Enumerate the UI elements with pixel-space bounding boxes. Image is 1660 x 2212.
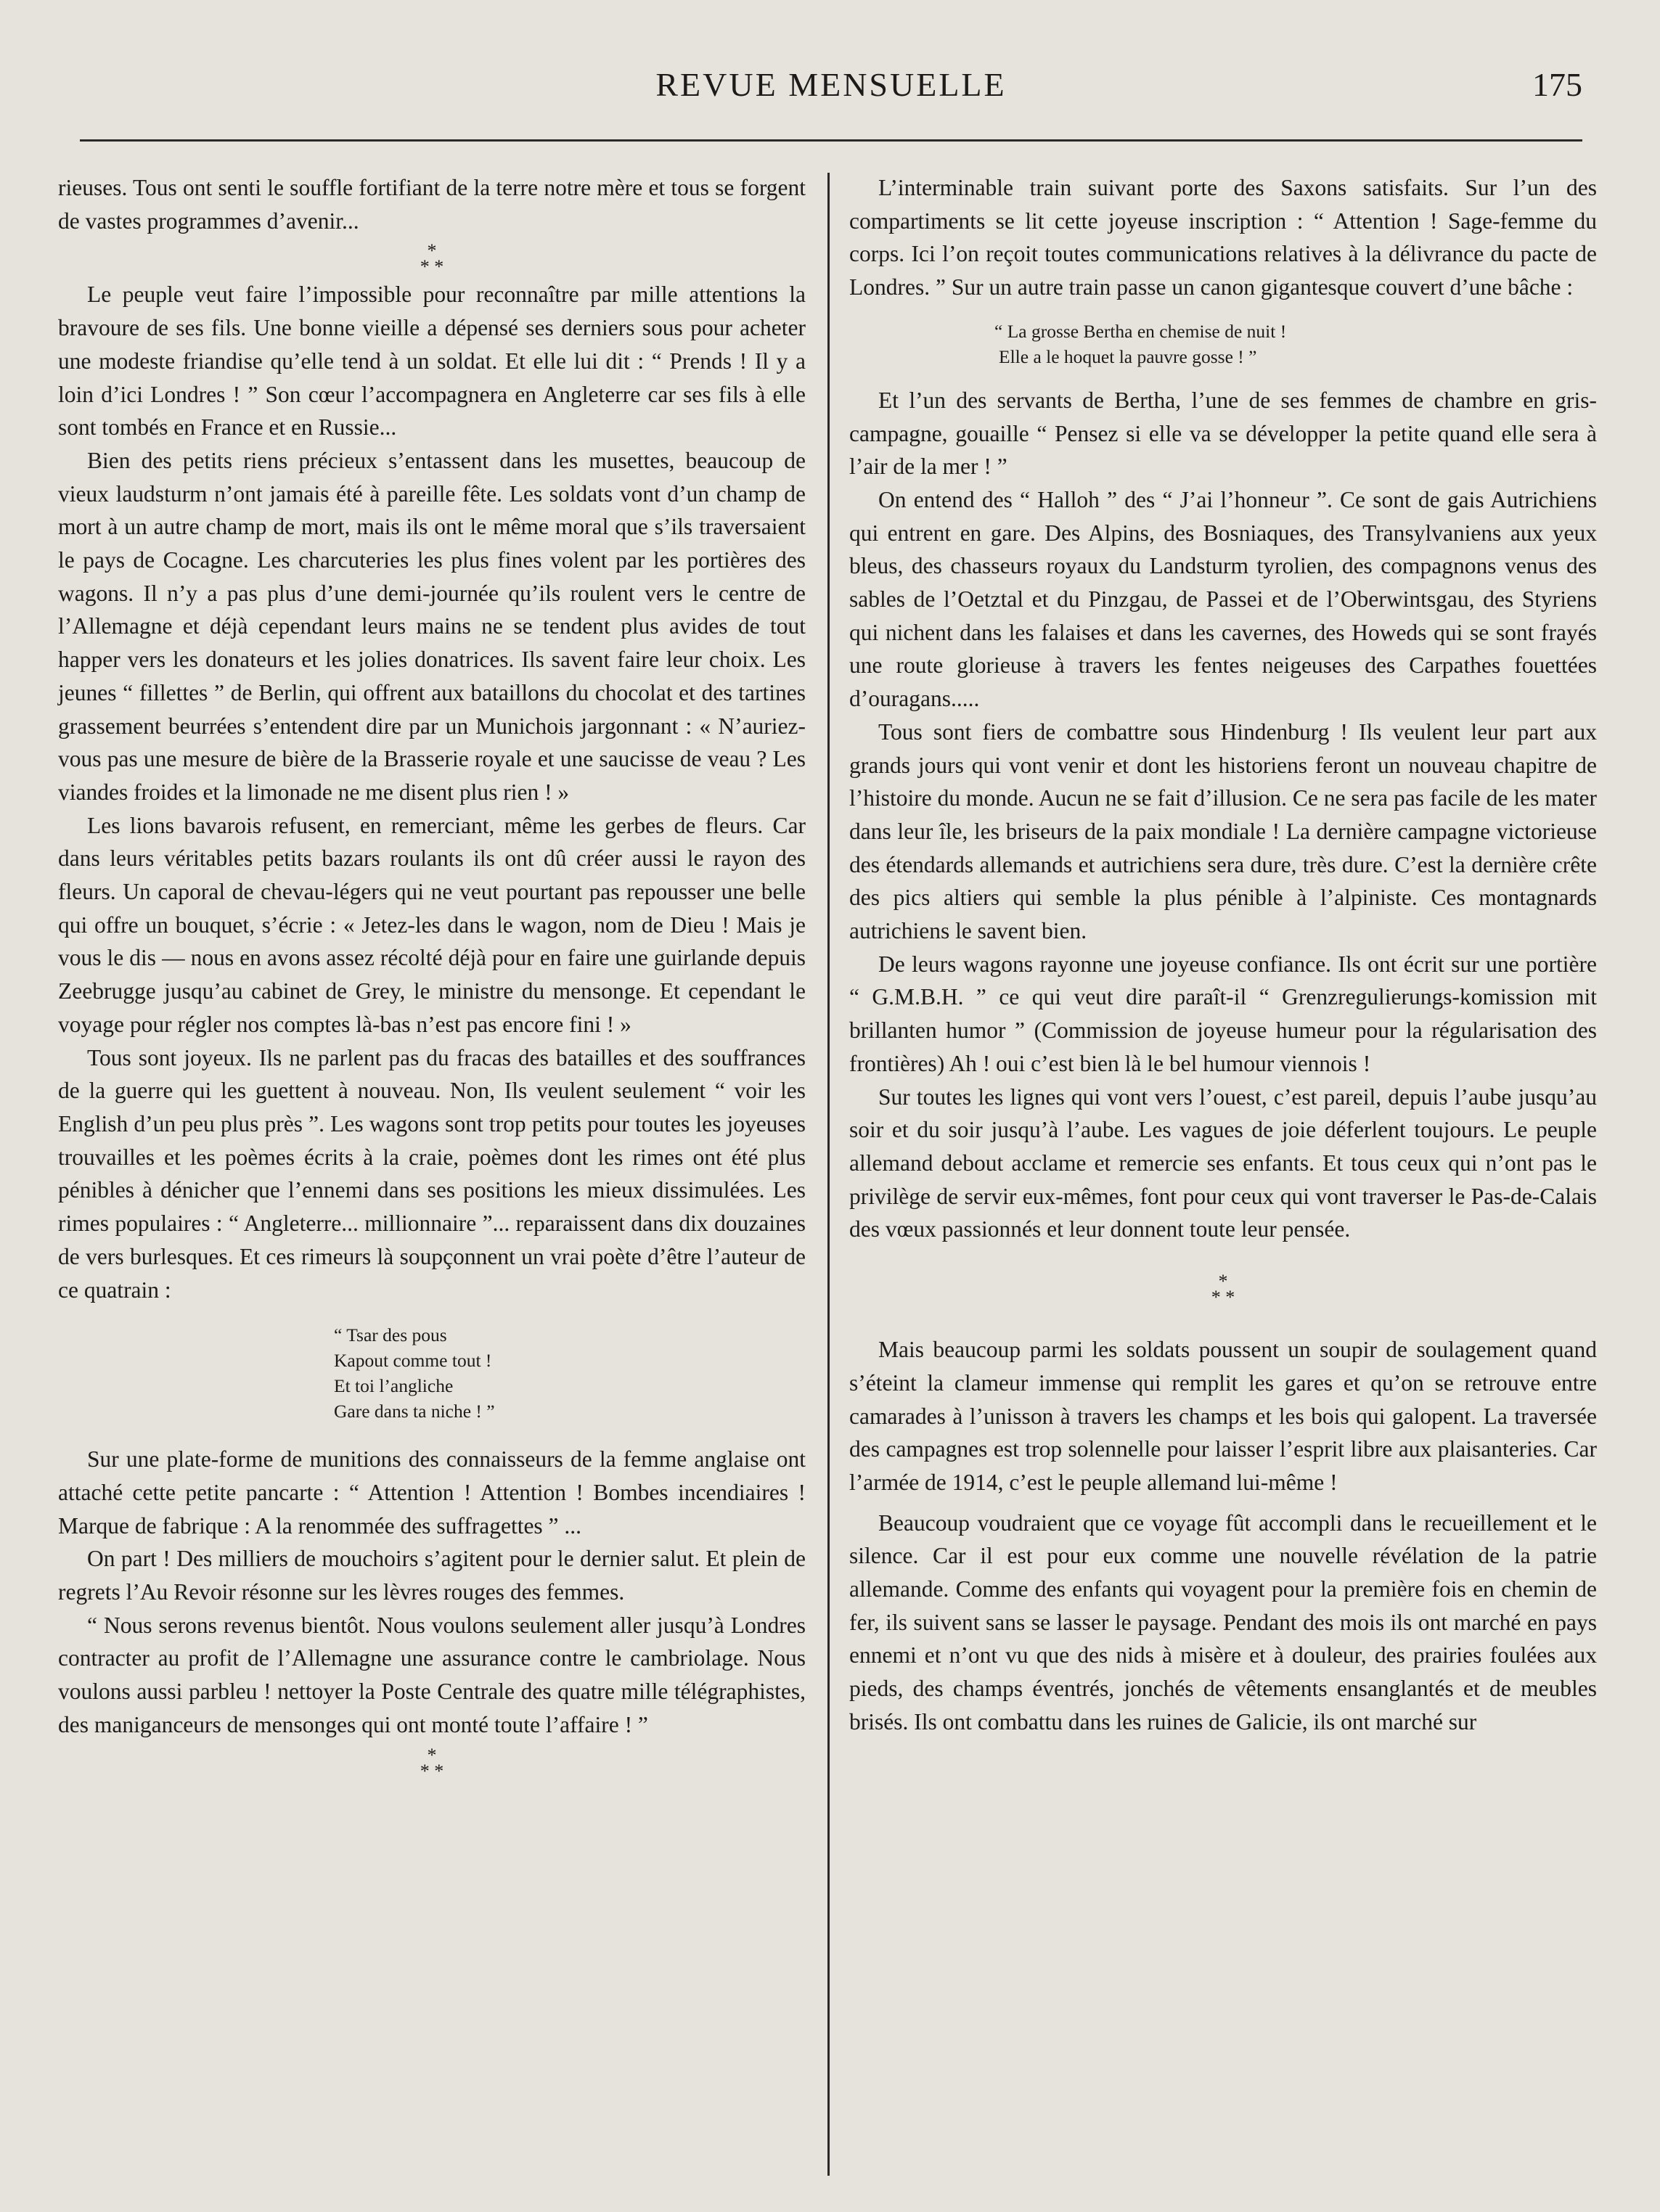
paragraph: Mais beaucoup parmi les soldats poussent un soupir de soulagement quand s’éteint la clameur immense qui remplit les gares et qu’on se retrouve entre camarades à l’unisson à travers les champs et les bois qui galopent. La traversée des campagnes est trop solennelle pour laisser l’esprit libre aux plaisanteries. Car l’armée de 1914, c’est le peuple allemand lui-même ! bbox=[849, 1337, 1597, 1495]
paragraph: Sur une plate-forme de munitions des connaisseurs de la femme anglaise ont attaché cette petite pancarte : “ Attention ! Attention ! Bombes incendiaires ! Marque de fabrique : A la renommée des suffragettes ” ... bbox=[58, 1446, 806, 1539]
paragraph: L’interminable train suivant porte des Saxons satisfaits. Sur l’un des compartiments se lit cette joyeuse inscription : “ Attention ! Sage-femme du corps. Ici l’on reçoit toutes communications relatives à la délivrance du pacte de Londres. ” Sur un autre train passe un canon gigantesque couvert d’une bâche : bbox=[849, 175, 1597, 300]
paragraph: Sur toutes les lignes qui vont vers l’ouest, c’est pareil, depuis l’aube jusqu’au soir et du soir jusqu’à l’aube. Les vagues de joie déferlent toujours. Le peuple allemand debout acclame et remercie ses enfants. Et tous ceux qui n’ont pas le privilège de servir eux-mêmes, font pour ceux qui vont traverser le Pas-de-Calais des vœux passionnés et leur donnent toute leur pensée. bbox=[849, 1084, 1597, 1242]
page-number: 175 bbox=[1532, 66, 1582, 103]
poem-line: Gare dans ta niche ! ” bbox=[334, 1401, 495, 1422]
quatrain bbox=[334, 1322, 806, 1424]
poem-line: Elle a le hoquet la pauvre gosse ! ” bbox=[999, 345, 1257, 367]
running-title: REVUE MENSUELLE bbox=[655, 66, 1007, 103]
page-header bbox=[80, 65, 1582, 109]
section-break-asterism: * * * bbox=[420, 240, 444, 278]
poem-line: “ La grosse Bertha en chemise de nuit ! bbox=[994, 320, 1287, 342]
poem-line: “ Tsar des pous bbox=[334, 1324, 447, 1346]
paragraph: Bien des petits riens précieux s’entassent dans les musettes, beaucoup de vieux laudsturm n’ont jamais été à pareille fête. Les soldats vont d’un champ de mort à un autre champ de mort, mais ils ont le même moral que s’ils traversaient le pays de Cocagne. Les charcuteries les plus fines volent par les portières des wagons. Il n’y a pas plus d’une demi-journée qu’ils roulent vers le centre de l’Allemagne et déjà cependant leurs mains ne se tendent plus avides de tout happer vers les donateurs et les jolies donatrices. Ils savent faire leur choix. Les jeunes “ fillettes ” de Berlin, qui offrent aux bataillons du chocolat et des tartines grassement beurrées s’entendent dire par un Munichois jargonnant : « N’auriez-vous pas une mesure de bière de la Brasserie royale et une saucisse de veau ? Les viandes froides et la limonade ne me disent plus rien ! » bbox=[58, 447, 806, 805]
paragraph: Beaucoup voudraient que ce voyage fût accompli dans le recueillement et le silence. Car il est pour eux comme une nouvelle révélation de la patrie allemande. Comme des enfants qui voyagent pour la première fois en chemin de fer, ils suivent sans se lasser le paysage. Pendant des mois ils ont marché en pays ennemi et n’ont vu que des nids à misère et à douleur, des prairies foulées aux pieds, des champs éventrés, jonchés de vêtements ensanglantés et de meubles brisés. Ils ont combattu dans les ruines de Galicie, ils ont marché sur bbox=[849, 1510, 1597, 1734]
paragraph: Le peuple veut faire l’impossible pour reconnaître par mille attentions la bravoure de ses fils. Une bonne vieille a dépensé ses derniers sous pour acheter une modeste friandise qu’elle tend à un soldat. Et elle lui dit : “ Prends ! Il y a loin d’ici Londres ! ” Son cœur l’accompagnera en Angleterre car ses fils à elle sont tombés en France et en Russie... bbox=[58, 282, 806, 441]
column-divider bbox=[827, 173, 830, 2176]
paragraph: Les lions bavarois refusent, en remerciant, même les gerbes de fleurs. Car dans leurs véritables petits bazars roulants ils ont dû créer aussi le rayon des fleurs. Un caporal de chevau-légers qui ne veut pourtant pas repousser une belle qui offre un bouquet, s’écrie : « Jetez-les dans le wagon, nom de Dieu ! Mais je vous le dis — nous en avons assez récolté déjà pour en faire une guirlande depuis Zeebrugge jusqu’au cabinet de Grey, le ministre du mensonge. Et cependant le voyage pour régler nos comptes là-bas n’est pas encore fini ! » bbox=[58, 812, 806, 1037]
poem-line: Et toi l’angliche bbox=[334, 1375, 454, 1397]
paragraph: Tous sont joyeux. Ils ne parlent pas du fracas des batailles et des souffrances de la guerre qui les guettent à nouveau. Non, Ils veulent seulement “ voir les English d’un peu plus près ”. Les wagons sont trop petits pour toutes les joyeuses trouvailles et les poèmes écrits à la craie, poèmes dont les rimes ont été plus pénibles à dénicher que l’ennemi dans ses positions les mieux dissimulées. Les rimes populaires : “ Angleterre... millionnaire ”... reparaissent dans dix douzaines de vers burlesques. Et ces rimeurs là soupçonnent un vrai poète d’être l’auteur de ce quatrain : bbox=[58, 1044, 806, 1303]
paragraph: De leurs wagons rayonne une joyeuse confiance. Ils ont écrit sur une portière “ G.M.B.H. ” ce qui veut dire paraît-il “ Grenzregulierungs-komission mit brillanten humor ” (Commission de joyeuse humeur pour la régularisation des frontières) Ah ! oui c’est bien là le bel humour viennois ! bbox=[849, 951, 1597, 1076]
paragraph: Tous sont fiers de combattre sous Hindenburg ! Ils veulent leur part aux grands jours qui vont venir et dont les historiens feront un nouveau chapitre de l’histoire du monde. Aucun ne se fait d’illusion. Ce ne sera pas facile de les mater dans leur île, les briseurs de la paix mondiale ! La dernière campagne victorieuse des étendards allemands et autrichiens sera dure, très dure. C’est la dernière crête des pics altiers qui semble la plus pénible à l’alpiniste. Ces montagnards autrichiens le savent bien. bbox=[849, 718, 1597, 944]
right-column bbox=[849, 171, 1597, 1739]
paragraph: “ Nous serons revenus bientôt. Nous voulons seulement aller jusqu’à Londres contracter au profit de l’Allemagne une assurance contre le cambriolage. Nous voulons aussi parbleu ! nettoyer la Poste Centrale des quatre mille télégraphistes, des maniganceurs de mensonges qui ont monté toute l’affaire ! ” bbox=[58, 1612, 806, 1737]
section-break-asterism: * * * bbox=[420, 1744, 444, 1782]
paragraph: On part ! Des milliers de mouchoirs s’agitent pour le dernier salut. Et plein de regrets l’Au Revoir résonne sur les lèvres rouges des femmes. bbox=[58, 1546, 806, 1605]
paragraph: Et l’un des servants de Bertha, l’une de ses femmes de chambre en gris-campagne, gouaille “ Pensez si elle va se développer la petite quand elle sera à l’air de la mer ! ” bbox=[849, 387, 1597, 480]
section-break-asterism: * * * bbox=[1211, 1271, 1235, 1308]
couplet bbox=[994, 319, 1597, 369]
left-column bbox=[58, 171, 806, 1782]
paragraph: On entend des “ Halloh ” des “ J’ai l’honneur ”. Ce sont de gais Autrichiens qui entrent en gare. Des Alpins, des Bosniaques, des Transylvaniens aux yeux bleus, des chasseurs royaux du Landsturm tyrolien, des compagnons venus des sables de l’Oetztal et du Pinzgau, de Passei et de l’Oberwintsgau, des Styriens qui nichent dans les falaises et dans les cavernes, des Howeds qui se sont frayés une route glorieuse à travers les fentes neigeuses des Carpathes fouettées d’ouragans..... bbox=[849, 486, 1597, 712]
header-rule bbox=[80, 139, 1582, 142]
paragraph: rieuses. Tous ont senti le souffle fortifiant de la terre notre mère et tous se forgent de vastes programmes d’avenir... bbox=[58, 175, 806, 234]
poem-line: Kapout comme tout ! bbox=[334, 1350, 492, 1372]
